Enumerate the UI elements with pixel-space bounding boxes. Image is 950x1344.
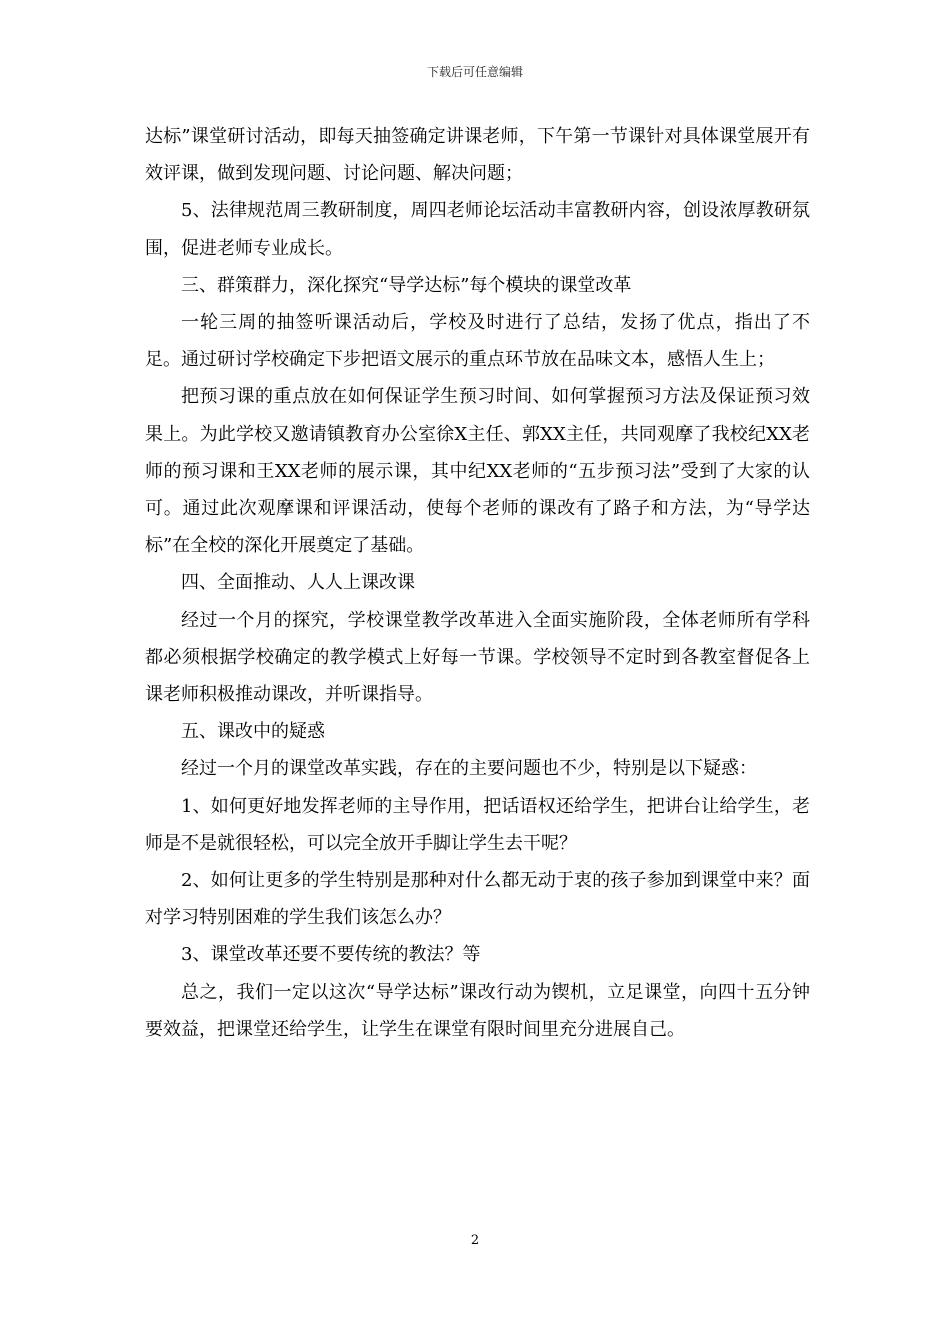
document-body: [145, 118, 810, 1048]
paragraph: 达标”课堂研讨活动，即每天抽签确定讲课老师，下午第一节课针对具体课堂展开有效评课，做到发现问题、讨论问题、解决问题；: [145, 126, 810, 185]
section-heading: 三、群策群力，深化探究“导学达标”每个模块的课堂改革: [181, 274, 632, 296]
paragraph: 一轮三周的抽签听课活动后，学校及时进行了总结，发扬了优点，指出了不足。通过研讨学校确定下步把语文展示的重点环节放在品味文本，感悟人生上；: [145, 312, 810, 371]
paragraph: 经过一个月的课堂改革实践，存在的主要问题也不少，特别是以下疑惑：: [181, 758, 757, 780]
paragraph: 经过一个月的探究，学校课堂教学改革进入全面实施阶段，全体老师所有学科都必须根据学校确定的教学模式上好每一节课。学校领导不定时到各教室督促各上课老师积极推动课改，并听课指导。: [145, 609, 810, 706]
paragraph: 把预习课的重点放在如何保证学生预习时间、如何掌握预习方法及保证预习效果上。为此学校又邀请镇教育办公室徐X主任、郭XX主任，共同观摩了我校纪XX老师的预习课和王XX老师的展示课，其中纪XX老师的“五步预习法”受到了大家的认可。通过此次观摩课和评课活动，使每个老师的课改有了路子和方法，为“导学达标”在全校的深化开展奠定了基础。: [145, 386, 810, 557]
page-number: 2: [470, 1233, 480, 1248]
list-item: 3、课堂改革还要不要传统的教法？等: [181, 944, 481, 966]
list-item: 2、如何让更多的学生特别是那种对什么都无动于衷的孩子参加到课堂中来？面对学习特别困难的学生我们该怎么办？: [145, 870, 810, 929]
section-heading: 五、课改中的疑惑: [181, 721, 325, 743]
page-header: 下载后可任意编辑: [426, 65, 523, 79]
section-heading: 四、全面推动、人人上课改课: [181, 572, 415, 594]
paragraph: 总之，我们一定以这次“导学达标”课改行动为锲机，立足课堂，向四十五分钟要效益，把课堂还给学生，让学生在课堂有限时间里充分进展自己。: [145, 981, 810, 1040]
list-item: 1、如何更好地发挥老师的主导作用，把话语权还给学生，把讲台让给学生，老师是不是就很轻松，可以完全放开手脚让学生去干呢？: [145, 795, 810, 854]
paragraph: 5、法律规范周三教研制度，周四老师论坛活动丰富教研内容，创设浓厚教研氛围，促进老师专业成长。: [145, 200, 810, 259]
